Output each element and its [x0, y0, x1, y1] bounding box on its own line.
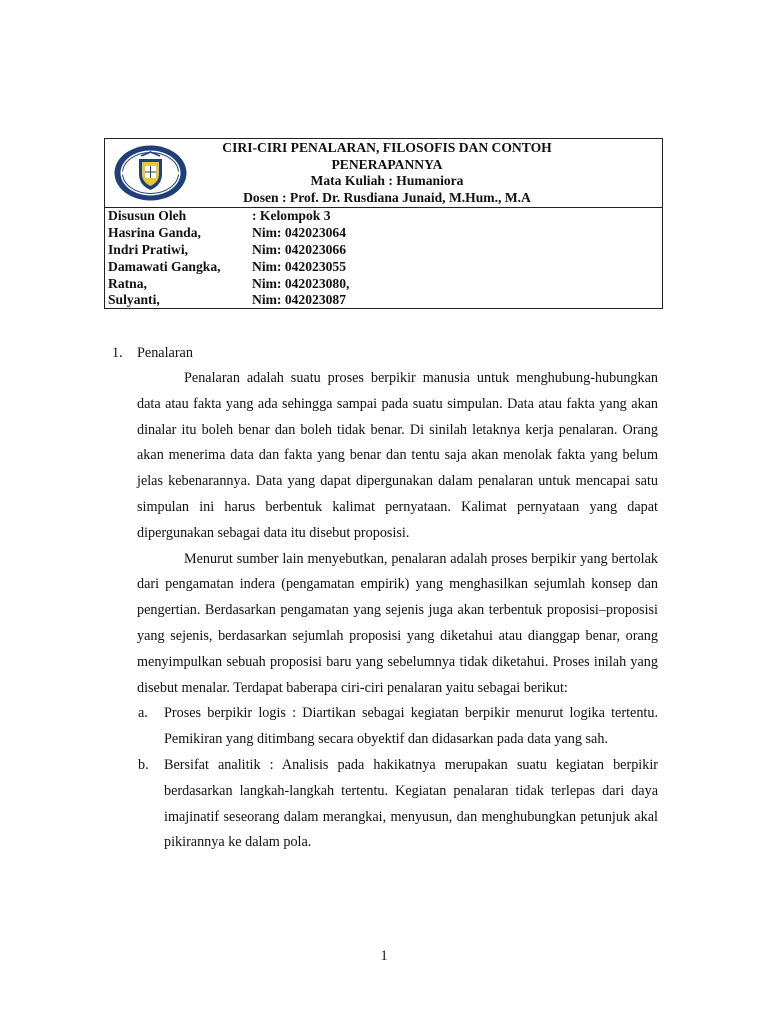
- list-marker: a.: [138, 705, 148, 722]
- section-number: 1.: [112, 345, 123, 361]
- author-row: [108, 242, 648, 259]
- document-body: [112, 341, 658, 856]
- author-row: [108, 225, 648, 242]
- author-id: Nim: 042023066: [252, 241, 347, 257]
- author-row: [108, 292, 648, 309]
- paragraph: Penalaran adalah suatu proses berpikir manusia untuk menghubung-hubungkan data atau fakta yang ada sehingga sampai pada suatu simpulan. Data atau fakta yang akan dinalar itu boleh benar dan boleh tidak benar. Di sinilah letaknya kerja penalaran. Orang akan menerima data dan fakta yang benar dan tentu saja akan menolak fakta yang belum jelas kebenarannya. Data yang dapat dipergunakan dalam penalaran untuk mencapai satu simpulan ini harus berbentuk kalimat pernyataan. Kalimat pernyataan yang dapat dipergunakan sebagai data itu disebut proposisi.: [137, 370, 658, 541]
- author-id: Nim: 042023064: [252, 224, 347, 240]
- header-title-row: [105, 139, 662, 208]
- header-table: [104, 138, 663, 309]
- section-heading: [112, 341, 658, 365]
- author-name: Indri Pratiwi,: [108, 241, 189, 257]
- author-id: Nim: 042023087: [252, 292, 347, 308]
- title-line-2: PENERAPANNYA: [331, 156, 443, 172]
- list-marker: b.: [138, 756, 149, 773]
- title-line-1: CIRI-CIRI PENALARAN, FILOSOFIS DAN CONTOH: [222, 140, 552, 155]
- author-id: Nim: 042023055: [252, 258, 347, 274]
- list-item: [112, 753, 658, 856]
- list-item-text: Bersifat analitik : Analisis pada hakikatnya merupakan suatu kegiatan berpikir berdasarkan langkah-langkah tertentu. Kegiatan penalaran tidak terlepas dari daya imajinatif seseorang dalam merangkai, menyusun, dan menghubungkan petunjuk akal pikirannya ke dalam pola.: [164, 756, 658, 851]
- paragraph: Menurut sumber lain menyebutkan, penalaran adalah proses berpikir yang bertolak dari pengamatan indera (pengamatan empirik) yang menghasilkan sejumlah konsep dan pengertian. Berdasarkan pengamatan yang sejenis juga akan terbentuk proposisi–proposisi yang sejenis, berdasarkan sejumlah proposisi yang diketahui atau dianggap benar, orang menyimpulkan sebuah proposisi baru yang sebelumnya tidak diketahui. Proses inilah yang disebut menalar. Terdapat baberapa ciri-ciri penalaran yaitu sebagai berikut:: [137, 550, 658, 696]
- course-line: Mata Kuliah : Humaniora: [310, 173, 464, 188]
- lecturer-line: Dosen : Prof. Dr. Rusdiana Junaid, M.Hum., M.A: [243, 189, 531, 205]
- author-name: Hasrina Ganda,: [108, 224, 201, 240]
- author-id: : Kelompok 3: [252, 208, 331, 223]
- author-id: Nim: 042023080,: [252, 275, 350, 291]
- author-name: Sulyanti,: [108, 292, 160, 308]
- author-name: Ratna,: [108, 275, 147, 291]
- list-item-text: Proses berpikir logis : Diartikan sebagai kegiatan berpikir menurut logika tertentu. Pemikiran yang ditimbang secara obyektif dan didasarkan pada data yang sah.: [164, 705, 658, 748]
- author-row: [108, 276, 648, 293]
- document-title-block: [193, 139, 581, 206]
- page-number: 1: [380, 948, 388, 964]
- author-row: [108, 208, 648, 225]
- author-row: [108, 259, 648, 276]
- author-list: [108, 208, 648, 309]
- list-item: [112, 701, 658, 753]
- author-name: Damawati Gangka,: [108, 258, 221, 274]
- author-name: Disusun Oleh: [108, 208, 187, 223]
- university-logo: [113, 144, 188, 202]
- section-title: Penalaran: [137, 345, 193, 361]
